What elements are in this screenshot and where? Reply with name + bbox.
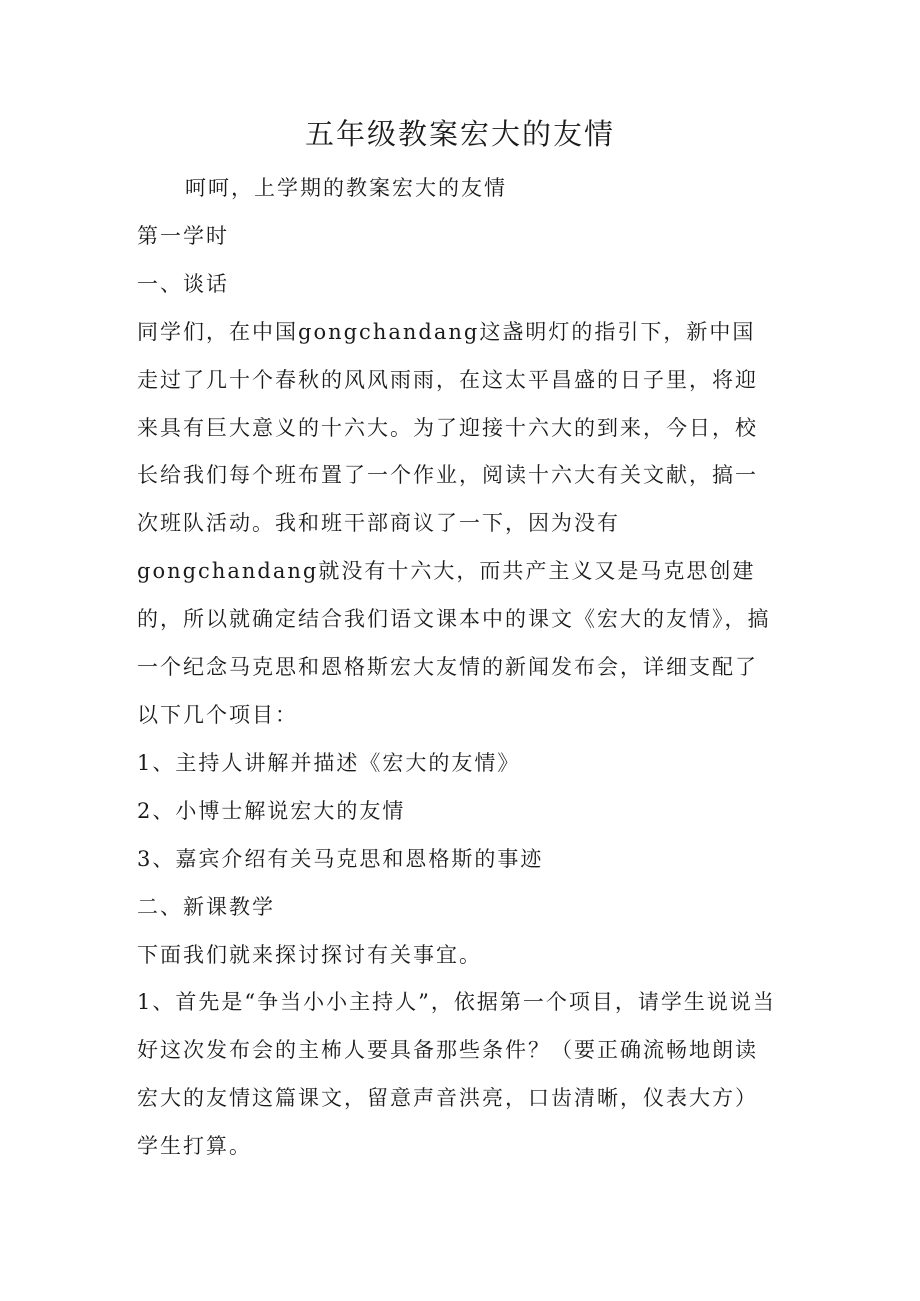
document-title: 五年级教案宏大的友情 — [304, 117, 615, 151]
lesson-heading: 第一学时 — [137, 223, 229, 248]
list-item-1: 1、主持人讲解并描述《宏大的友情》 — [137, 750, 521, 775]
paragraph-intro: 同学们，在中国gongchandang这盏明灯的指引下，新中国走过了几十个春秋的风风雨雨，在这太平昌盛的日子里，将迎来具有巨大意义的十六大。为了迎接十六大的到来，今日，校长给我们每个班布置了一个作业，阅读十六大有关文献，搞一次班队活动。我和班干部商议了一下，因为没有gongchandang就没有十六大，而共产主义又是马克思创建的，所以就确定结合我们语文课本中的课文《宏大的友情》，搞一个纪念马克思和恩格斯宏大友情的新闻发布会，详细支配了以下几个项目： — [137, 319, 771, 727]
paragraph-students: 学生打算。 — [137, 1134, 252, 1159]
section-heading-new-lesson: 二、新课教学 — [137, 894, 275, 919]
document-body — [137, 165, 777, 1171]
list-item-3: 3、嘉宾介绍有关马克思和恩格斯的事迹 — [137, 846, 544, 871]
list-item-2: 2、小博士解说宏大的友情 — [137, 798, 406, 823]
section-heading-talk: 一、谈话 — [137, 271, 229, 296]
subtitle-line: 呵呵，上学期的教案宏大的友情 — [185, 176, 507, 200]
paragraph-host: 1、首先是“争当小小主持人”，依据第一个项目，请学生说说当好这次发布会的主柨人要具备那些条件？（要正确流畅地朗读宏大的友情这篇课文，留意声音洪亮，口齿清晰，仪表大方） — [137, 990, 776, 1111]
paragraph-discuss: 下面我们就来探讨探讨有关事宜。 — [137, 942, 482, 967]
